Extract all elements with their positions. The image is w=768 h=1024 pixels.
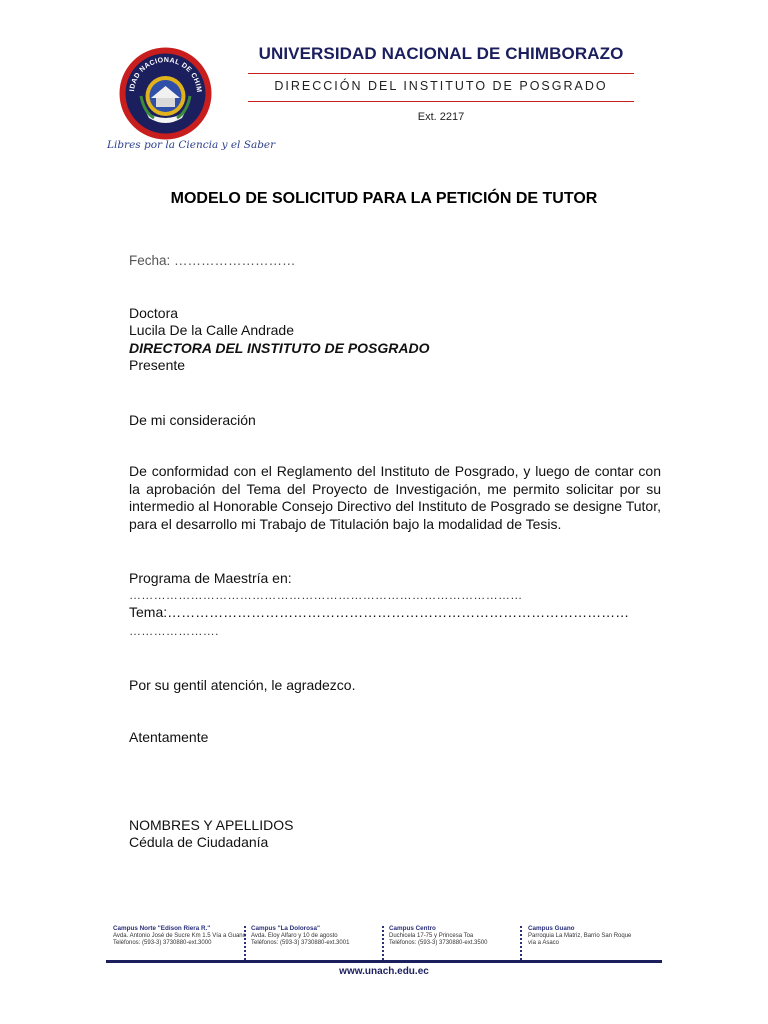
campus-guano: Campus Guano Parroquia La Matriz, Barrio San Roque vía a Asaco bbox=[528, 925, 632, 946]
campus-centro: Campus Centro Duchicela 17-75 y Princesa Toa Teléfonos: (593-3) 3730880-ext.3500 bbox=[389, 925, 488, 946]
department-name: DIRECCIÓN DEL INSTITUTO DE POSGRADO bbox=[274, 79, 608, 93]
footer-bar bbox=[106, 960, 662, 963]
greeting: De mi consideración bbox=[129, 412, 256, 428]
footer-divider bbox=[382, 926, 384, 960]
recipient-name: Lucila De la Calle Andrade bbox=[129, 322, 294, 338]
sign-off: Atentamente bbox=[129, 729, 209, 745]
topic-fill-line: …………………. bbox=[129, 624, 219, 638]
recipient-position: DIRECTORA DEL INSTITUTO DE POSGRADO bbox=[129, 340, 430, 356]
university-motto: Libres por la Ciencia y el Saber bbox=[107, 139, 276, 151]
university-name: UNIVERSIDAD NACIONAL DE CHIMBORAZO bbox=[258, 44, 624, 63]
svg-text:UNIVERSIDAD NACIONAL DE CHIMBO: IDAD NACIONAL DE CHIM bbox=[129, 56, 203, 93]
recipient-honorific: Doctora bbox=[129, 305, 179, 321]
closing-line: Por su gentil atención, le agradezco. bbox=[129, 677, 356, 693]
request-paragraph: De conformidad con el Reglamento del Instituto de Posgrado, y luego de contar con la aprobación del Tema del Proyecto de Investigación, me permito solicitar por su intermedio al Honorable Consejo Directivo del Instituto de Posgrado se designe Tutor, para el desarrollo mi Trabajo de Titulación bajo la modalidad de Tesis. bbox=[129, 463, 661, 533]
footer-divider bbox=[244, 926, 246, 960]
website-link[interactable]: www.unach.edu.ec bbox=[339, 966, 429, 977]
document-title: MODELO DE SOLICITUD PARA LA PETICIÓN DE TUTOR bbox=[170, 190, 598, 207]
campus-la-dolorosa: Campus "La Dolorosa" Avda. Eloy Alfaro y 10 de agosto Teléfonos: (593-3) 3730880-ext.3001 bbox=[251, 925, 350, 946]
campus-norte: Campus Norte "Edison Riera R." Avda. Antonio José de Sucre Km 1.5 Vía a Guano Teléfonos: (593-3) 3730880-ext.3000 bbox=[113, 925, 246, 946]
program-label: Programa de Maestría en: bbox=[129, 570, 292, 586]
date-field: Fecha: ……………………… bbox=[129, 253, 296, 268]
footer-divider bbox=[520, 926, 522, 960]
header-bottom-rule bbox=[248, 101, 634, 102]
topic-label: Tema:……………………………………………………………………………………… bbox=[129, 604, 630, 620]
recipient-presente: Presente bbox=[129, 357, 186, 373]
signature-name: NOMBRES Y APELLIDOS bbox=[129, 817, 294, 833]
program-fill-line: …………………………………………………………………………………… bbox=[129, 588, 523, 602]
signature-id: Cédula de Ciudadanía bbox=[129, 834, 269, 850]
university-seal-logo bbox=[118, 46, 213, 141]
header-top-rule bbox=[248, 73, 634, 74]
phone-extension: Ext. 2217 bbox=[417, 111, 465, 123]
